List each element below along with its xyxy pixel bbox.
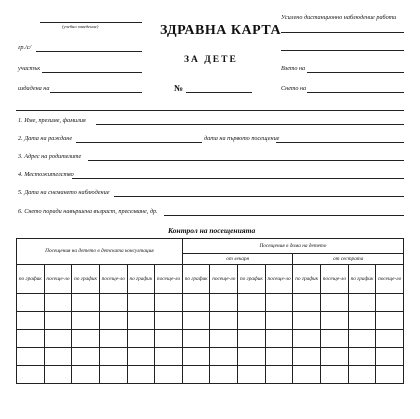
table-cell[interactable] [44, 330, 72, 348]
institution-caption: (учебно заведение) [62, 24, 99, 29]
scheduled-column-header: по график [72, 265, 100, 294]
unscheduled-column-header: посеще-ло [376, 265, 404, 294]
table-cell[interactable] [127, 348, 155, 366]
table-cell[interactable] [265, 348, 293, 366]
field-1-label: 1. Име, презиме, фамилия [18, 117, 86, 124]
header-divider [16, 110, 404, 111]
table-cell[interactable] [17, 312, 45, 330]
table-cell[interactable] [17, 366, 45, 384]
table-cell[interactable] [99, 348, 127, 366]
table-row [17, 294, 404, 312]
consult-header: Посещения на детето в детската консултация [17, 239, 183, 265]
table-row [17, 312, 404, 330]
table-cell[interactable] [155, 294, 183, 312]
table-cell[interactable] [321, 348, 349, 366]
field-4-label: 4. Местожителство [18, 171, 74, 178]
table-cell[interactable] [265, 294, 293, 312]
table-cell[interactable] [99, 330, 127, 348]
first-visit-label: дата на първото посещение [204, 135, 280, 142]
remote-line-1[interactable] [281, 32, 404, 33]
table-cell[interactable] [182, 294, 210, 312]
table-cell[interactable] [293, 294, 321, 312]
removed-label: Снето на [281, 85, 307, 92]
table-cell[interactable] [321, 366, 349, 384]
number-label: № [174, 83, 184, 93]
city-label: гр./с/ [18, 44, 32, 51]
scheduled-column-header: по график [293, 265, 321, 294]
scheduled-column-header: по график [127, 265, 155, 294]
table-cell[interactable] [376, 330, 404, 348]
table-cell[interactable] [72, 366, 100, 384]
table-cell[interactable] [182, 366, 210, 384]
district-line[interactable] [42, 72, 142, 73]
table-cell[interactable] [155, 330, 183, 348]
table-cell[interactable] [293, 312, 321, 330]
table-cell[interactable] [376, 348, 404, 366]
table-cell[interactable] [238, 294, 266, 312]
taken-line[interactable] [307, 72, 404, 73]
field-2-label: 2. Дата на раждане [18, 135, 73, 142]
table-cell[interactable] [210, 294, 238, 312]
table-cell[interactable] [44, 348, 72, 366]
issued-label: издадена на [18, 85, 50, 92]
table-cell[interactable] [127, 294, 155, 312]
table-cell[interactable] [182, 348, 210, 366]
table-cell[interactable] [155, 348, 183, 366]
table-cell[interactable] [17, 330, 45, 348]
home-header: Посещения в дома на детето [182, 239, 403, 254]
doctor-header: от лекаря [182, 254, 293, 265]
unscheduled-column-header: посеще-ло [99, 265, 127, 294]
table-row [17, 330, 404, 348]
field-5-line[interactable] [114, 196, 404, 197]
removed-line[interactable] [307, 92, 404, 93]
visits-title: Контрол на посещенията [168, 226, 256, 235]
table-cell[interactable] [72, 312, 100, 330]
table-cell[interactable] [99, 312, 127, 330]
table-cell[interactable] [238, 366, 266, 384]
table-cell[interactable] [321, 312, 349, 330]
table-cell[interactable] [265, 312, 293, 330]
page-title: ЗДРАВНА КАРТА [160, 23, 282, 38]
table-cell[interactable] [99, 366, 127, 384]
table-row [17, 366, 404, 384]
table-cell[interactable] [293, 366, 321, 384]
table-cell[interactable] [348, 366, 376, 384]
table-cell[interactable] [127, 312, 155, 330]
scheduled-column-header: по график [238, 265, 266, 294]
scheduled-column-header: по график [182, 265, 210, 294]
city-line[interactable] [36, 51, 142, 52]
institution-line[interactable] [40, 22, 142, 23]
unscheduled-column-header: посеще-ло [155, 265, 183, 294]
visits-table [16, 238, 404, 384]
table-cell[interactable] [265, 330, 293, 348]
table-cell[interactable] [238, 312, 266, 330]
issued-line[interactable] [50, 92, 142, 93]
table-row [17, 348, 404, 366]
table-cell[interactable] [72, 348, 100, 366]
table-cell[interactable] [348, 312, 376, 330]
district-label: участък [18, 65, 41, 72]
table-cell[interactable] [321, 294, 349, 312]
scheduled-column-header: по график [17, 265, 45, 294]
nurse-header: от сестрата [293, 254, 404, 265]
unscheduled-column-header: посеще-ло [44, 265, 72, 294]
table-cell[interactable] [182, 312, 210, 330]
table-cell[interactable] [376, 366, 404, 384]
unscheduled-column-header: посеще-ло [265, 265, 293, 294]
table-cell[interactable] [210, 348, 238, 366]
table-cell[interactable] [376, 294, 404, 312]
table-cell[interactable] [17, 294, 45, 312]
remote-observation-label: Усилено дистанционно наблюдение работи [281, 14, 397, 21]
unscheduled-column-header: посеще-ло [321, 265, 349, 294]
field-2-line[interactable] [76, 142, 202, 143]
table-cell[interactable] [72, 330, 100, 348]
table-cell[interactable] [293, 348, 321, 366]
table-cell[interactable] [348, 294, 376, 312]
table-cell[interactable] [348, 330, 376, 348]
field-6-label: 6. Снето поради навършена възраст, преселване, др. [18, 208, 158, 215]
field-1-line[interactable] [96, 124, 404, 125]
table-cell[interactable] [127, 366, 155, 384]
number-line[interactable] [186, 92, 252, 93]
table-cell[interactable] [155, 366, 183, 384]
table-cell[interactable] [210, 366, 238, 384]
table-cell[interactable] [238, 348, 266, 366]
table-cell[interactable] [210, 330, 238, 348]
table-cell[interactable] [44, 312, 72, 330]
first-visit-line[interactable] [276, 142, 404, 143]
field-5-label: 5. Дата на снемането наблюдение [18, 189, 110, 196]
field-3-label: 3. Адрес на родителите [18, 153, 82, 160]
table-cell[interactable] [99, 294, 127, 312]
field-6-line[interactable] [164, 215, 404, 216]
table-cell[interactable] [44, 366, 72, 384]
table-cell[interactable] [238, 330, 266, 348]
table-cell[interactable] [348, 348, 376, 366]
table-cell[interactable] [72, 294, 100, 312]
field-3-line[interactable] [88, 160, 404, 161]
table-cell[interactable] [127, 330, 155, 348]
table-cell[interactable] [44, 294, 72, 312]
table-cell[interactable] [265, 366, 293, 384]
table-cell[interactable] [155, 312, 183, 330]
taken-label: Взето на [281, 65, 306, 72]
table-cell[interactable] [17, 348, 45, 366]
table-cell[interactable] [293, 330, 321, 348]
remote-line-2[interactable] [281, 50, 404, 51]
page-subtitle: ЗА ДЕТЕ [184, 55, 238, 65]
table-cell[interactable] [376, 312, 404, 330]
unscheduled-column-header: посеще-ло [210, 265, 238, 294]
table-cell[interactable] [182, 330, 210, 348]
table-cell[interactable] [210, 312, 238, 330]
scheduled-column-header: по график [348, 265, 376, 294]
table-cell[interactable] [321, 330, 349, 348]
field-4-line[interactable] [72, 178, 404, 179]
